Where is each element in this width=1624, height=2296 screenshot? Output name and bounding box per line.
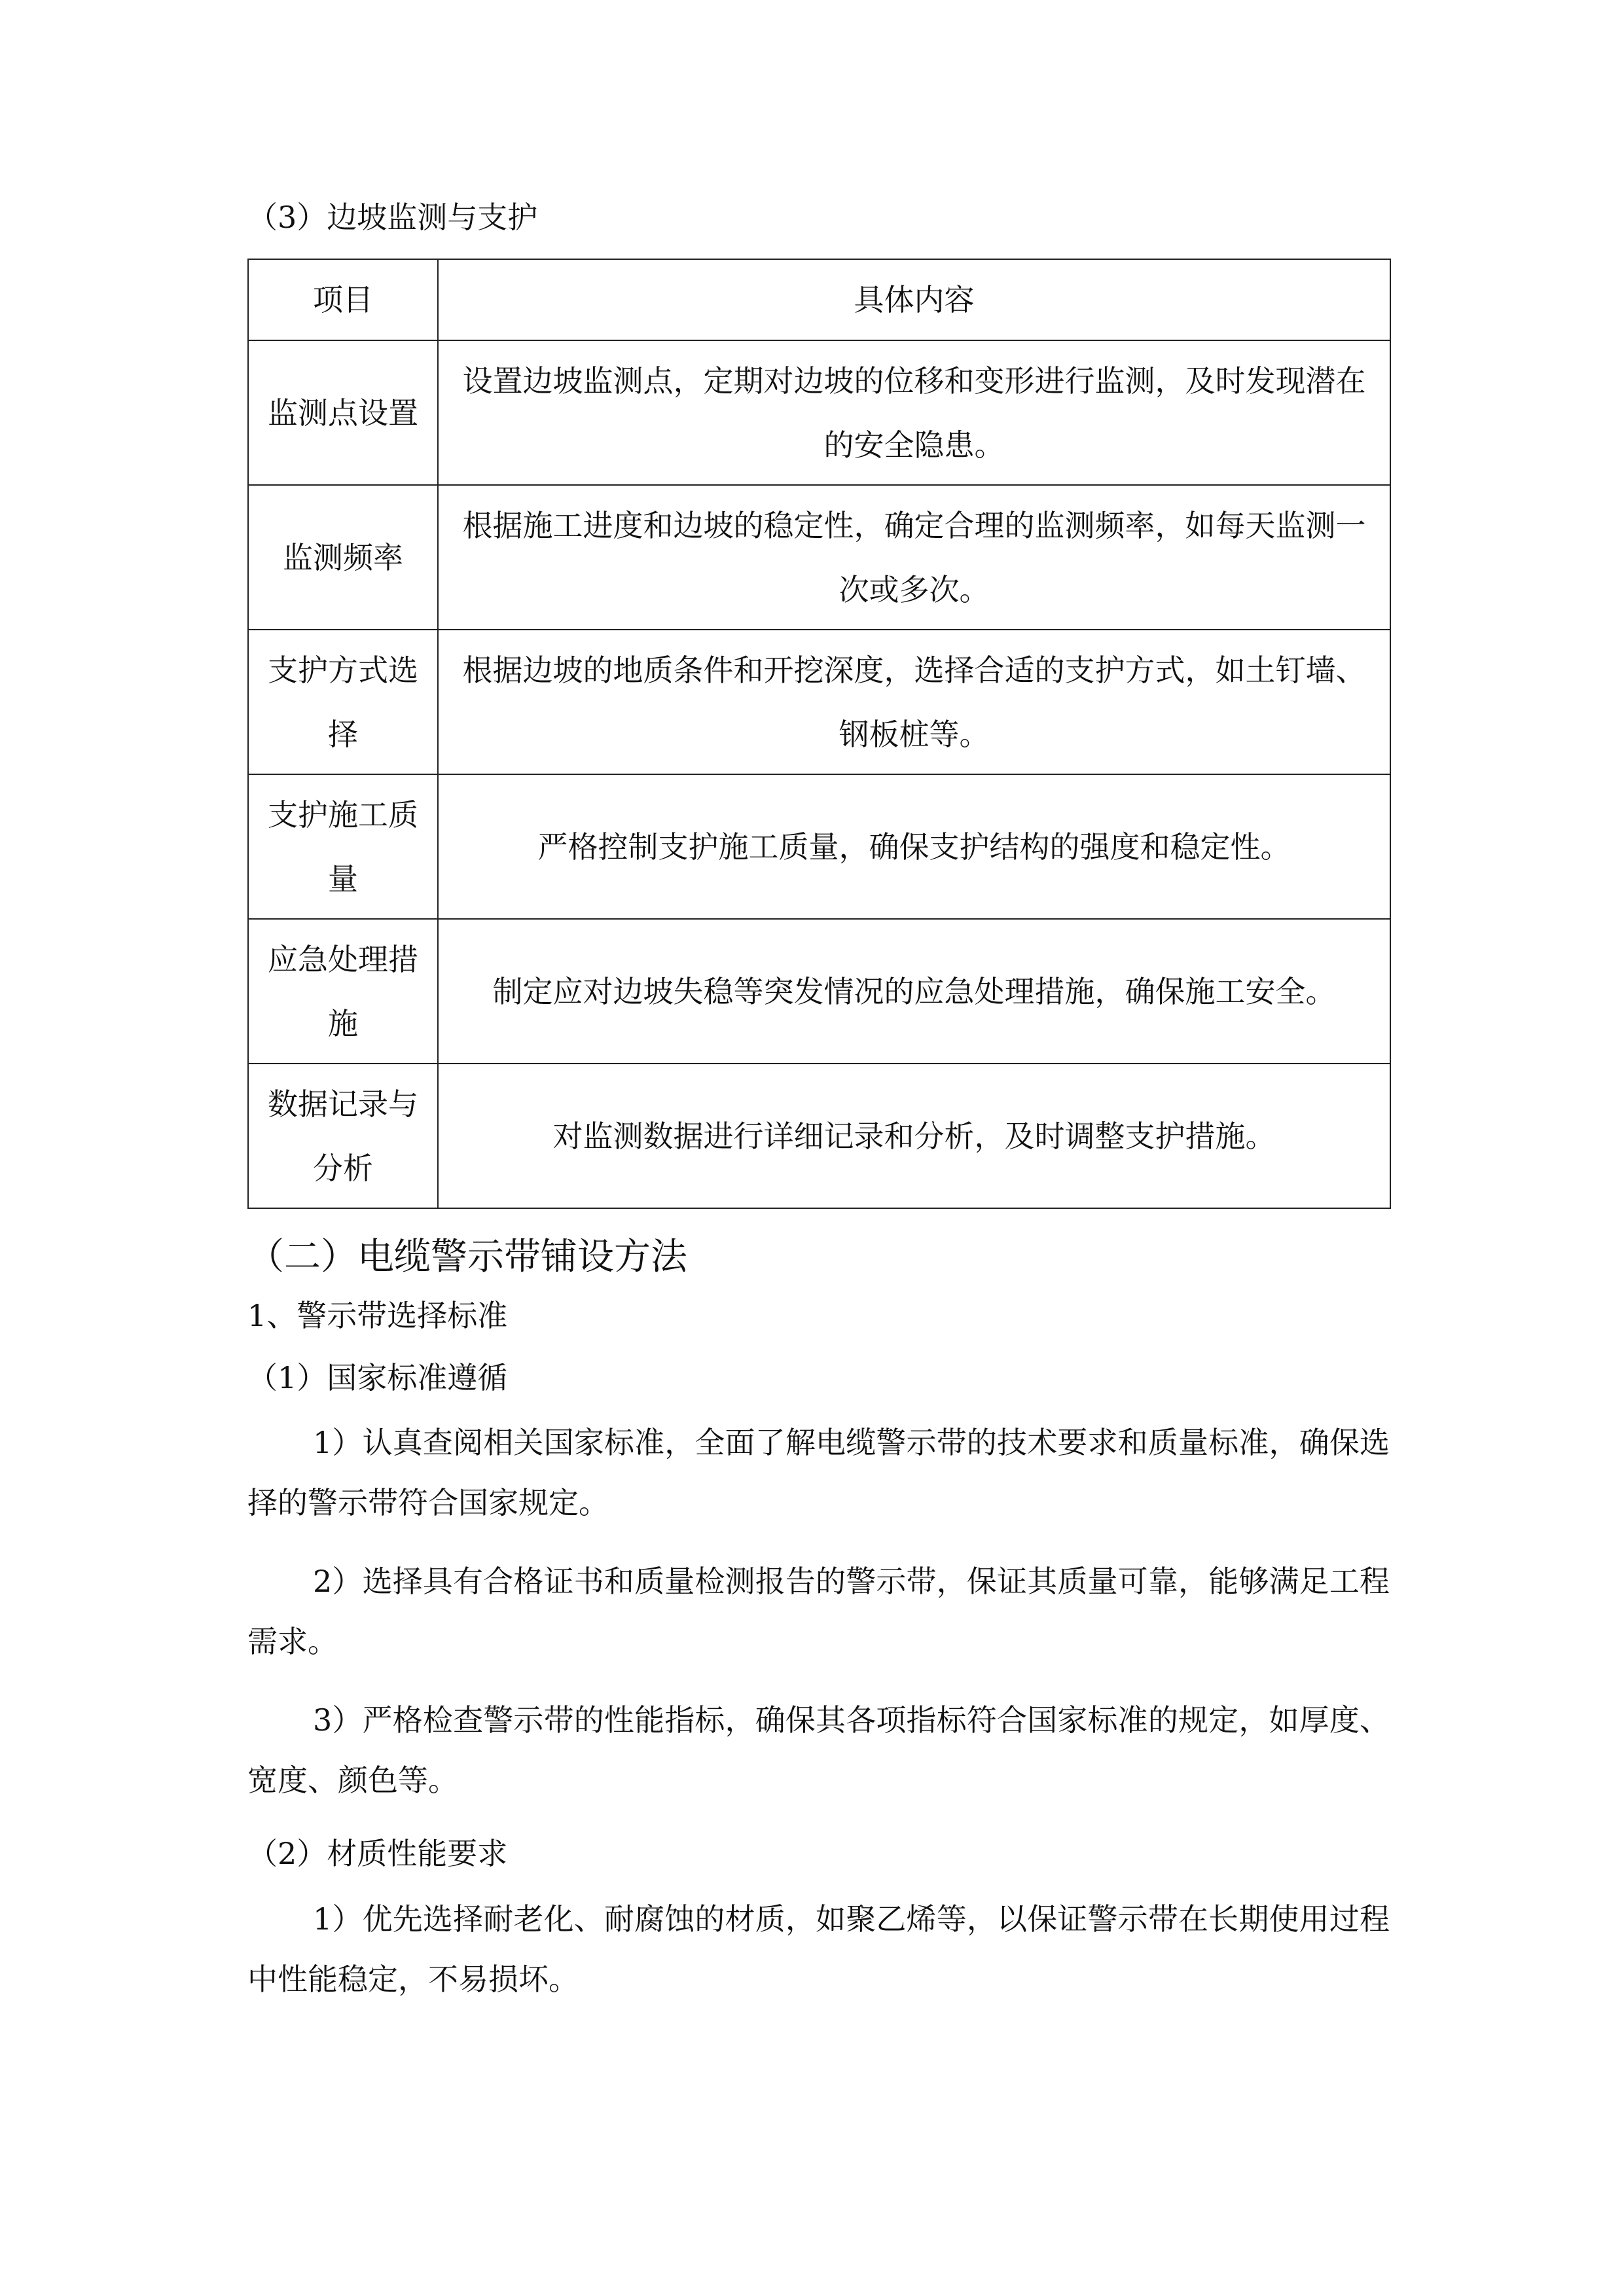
table-cell-content: 根据施工进度和边坡的稳定性，确定合理的监测频率，如每天监测一次或多次。: [438, 485, 1390, 630]
table-row: [248, 340, 1390, 485]
table-cell-content: 对监测数据进行详细记录和分析，及时调整支护措施。: [438, 1064, 1390, 1208]
table-cell-item: 支护方式选择: [248, 630, 438, 774]
table-cell-content: 制定应对边坡失稳等突发情况的应急处理措施，确保施工安全。: [438, 919, 1390, 1064]
paragraph-material-1: 1）优先选择耐老化、耐腐蚀的材质，如聚乙烯等，以保证警示带在长期使用过程中性能稳定，不易损坏。: [247, 1901, 1390, 1997]
table-row: [248, 485, 1390, 630]
table-cell-item: 数据记录与分析: [248, 1064, 438, 1208]
subheading-material-performance: （2）材质性能要求: [247, 1836, 508, 1871]
table-row: [248, 630, 1390, 774]
table-cell-content: 设置边坡监测点，定期对边坡的位移和变形进行监测，及时发现潜在的安全隐患。: [438, 340, 1390, 485]
table-cell-item: 应急处理措施: [248, 919, 438, 1064]
table-header-item: 项目: [248, 259, 438, 340]
paragraph-standards-1: 1）认真查阅相关国家标准，全面了解电缆警示带的技术要求和质量标准，确保选择的警示带符合国家规定。: [247, 1425, 1390, 1520]
table-cell-content: 严格控制支护施工质量，确保支护结构的强度和稳定性。: [438, 774, 1390, 919]
table-header-content: 具体内容: [438, 259, 1390, 340]
paragraph-standards-3: 3）严格检查警示带的性能指标，确保其各项指标符合国家标准的规定，如厚度、宽度、颜色等。: [247, 1702, 1390, 1798]
subheading-tape-selection: 1、警示带选择标准: [247, 1298, 508, 1333]
table-row: [248, 919, 1390, 1064]
table-cell-item: 监测频率: [248, 485, 438, 630]
table-header-row: [248, 259, 1390, 340]
slope-monitoring-table: [247, 259, 1391, 1209]
table-row: [248, 774, 1390, 919]
part-title-cable-warning-tape: （二）电缆警示带铺设方法: [247, 1236, 687, 1278]
table-cell-item: 支护施工质量: [248, 774, 438, 919]
paragraph-standards-2: 2）选择具有合格证书和质量检测报告的警示带，保证其质量可靠，能够满足工程需求。: [247, 1564, 1390, 1659]
section-heading-slope-monitoring: （3）边坡监测与支护: [247, 200, 538, 235]
table-row: [248, 1064, 1390, 1208]
table-cell-item: 监测点设置: [248, 340, 438, 485]
subheading-national-standards: （1）国家标准遵循: [247, 1360, 508, 1395]
table-cell-content: 根据边坡的地质条件和开挖深度，选择合适的支护方式，如土钉墙、钢板桩等。: [438, 630, 1390, 774]
